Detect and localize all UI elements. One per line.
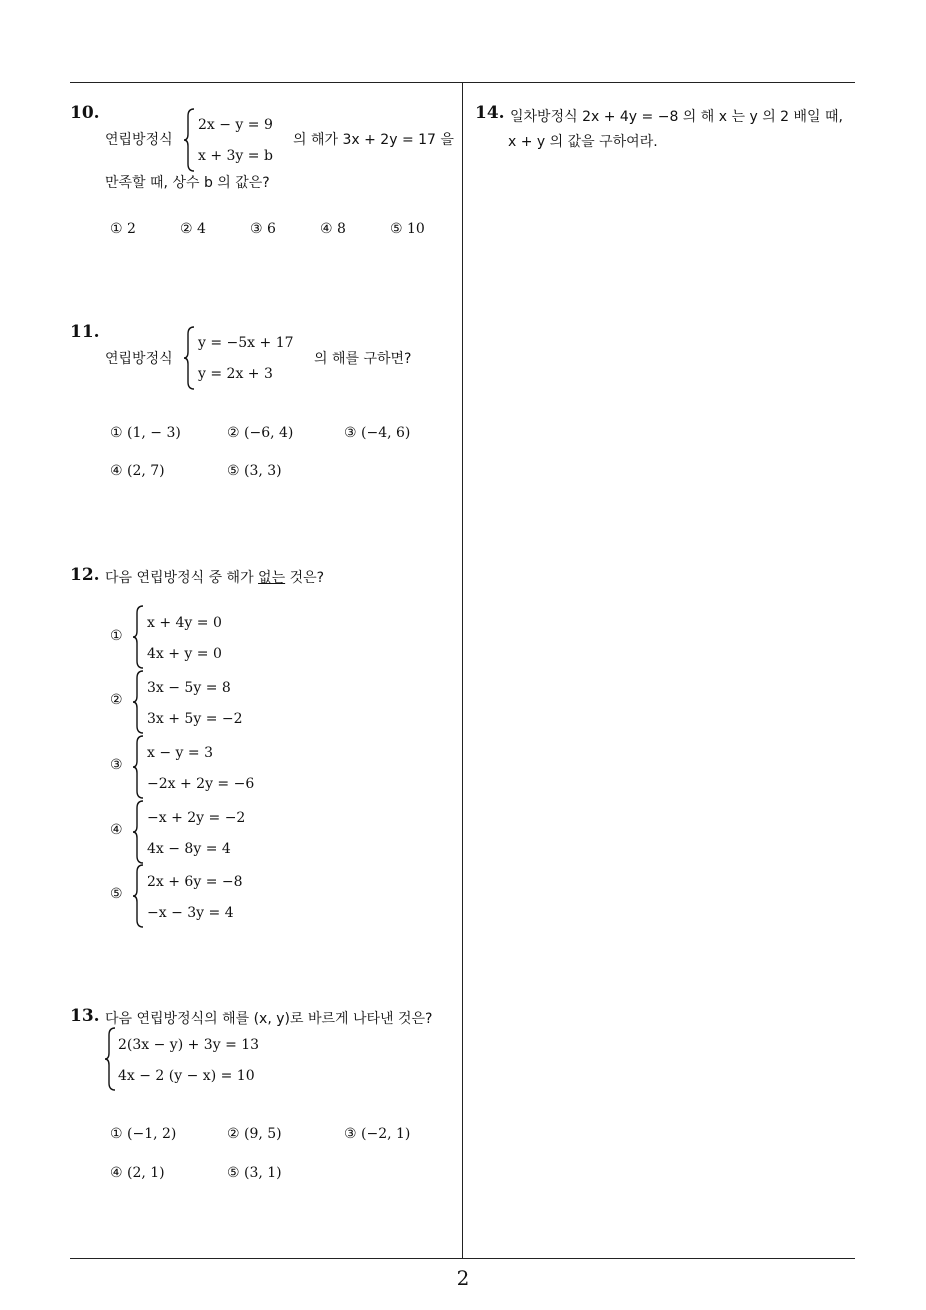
question-number: 13.	[70, 1006, 100, 1026]
question-prefix: 연립방정식	[105, 132, 173, 148]
question-number: 14.	[475, 103, 505, 123]
choice-3[interactable]: ③ (−4, 6)	[344, 425, 411, 441]
question-line-2: x + y 의 값을 구하여라.	[508, 134, 658, 150]
system-brace	[132, 605, 146, 669]
choice-5[interactable]: ⑤ 10	[390, 221, 425, 237]
choice-4[interactable]: ④ (2, 7)	[110, 463, 165, 479]
question-line-1: 일차방정식 2x + 4y = −8 의 해 x 는 y 의 2 배일 때,	[510, 109, 844, 125]
option-1-eq2: 4x + y = 0	[147, 646, 222, 662]
choice-5[interactable]: ⑤ (3, 3)	[227, 463, 282, 479]
choice-1[interactable]: ① 2	[110, 221, 136, 237]
question-text	[105, 567, 324, 587]
system-brace	[132, 800, 146, 864]
system-brace	[132, 670, 146, 734]
option-1-mark[interactable]: ①	[110, 628, 123, 644]
question-prefix: 연립방정식	[105, 351, 173, 367]
system-brace	[104, 1027, 118, 1091]
choice-2[interactable]: ② 4	[180, 221, 206, 237]
question-number: 10.	[70, 103, 100, 123]
question-text-after: 것은?	[289, 570, 325, 586]
question-number: 12.	[70, 565, 100, 585]
equation-2: 4x − 2 (y − x) = 10	[118, 1068, 255, 1084]
question-suffix: 의 해를 구하면?	[314, 351, 412, 367]
option-3-eq1: x − y = 3	[147, 745, 213, 761]
option-2-eq2: 3x + 5y = −2	[147, 711, 243, 727]
choice-2[interactable]: ② (9, 5)	[227, 1126, 282, 1142]
option-3-mark[interactable]: ③	[110, 757, 123, 773]
option-3-eq2: −2x + 2y = −6	[147, 776, 255, 792]
equation-2: y = 2x + 3	[198, 366, 273, 382]
equation-1: 2(3x − y) + 3y = 13	[118, 1037, 260, 1053]
choice-5[interactable]: ⑤ (3, 1)	[227, 1165, 282, 1181]
choice-2[interactable]: ② (−6, 4)	[227, 425, 294, 441]
system-brace	[183, 108, 197, 172]
option-5-mark[interactable]: ⑤	[110, 886, 123, 902]
equation-1: y = −5x + 17	[198, 335, 294, 351]
system-brace	[132, 864, 146, 928]
choice-3[interactable]: ③ (−2, 1)	[344, 1126, 411, 1142]
bottom-rule	[70, 1258, 855, 1259]
choice-1[interactable]: ① (−1, 2)	[110, 1126, 177, 1142]
option-2-eq1: 3x − 5y = 8	[147, 680, 231, 696]
question-text: 다음 연립방정식의 해를 (x, y)로 바르게 나타낸 것은?	[105, 1011, 433, 1027]
question-line-2: 만족할 때, 상수 b 의 값은?	[105, 175, 270, 191]
question-text-before: 다음 연립방정식 중 해가	[105, 570, 254, 586]
question-number: 11.	[70, 322, 100, 342]
choice-1[interactable]: ① (1, − 3)	[110, 425, 181, 441]
option-4-mark[interactable]: ④	[110, 822, 123, 838]
option-4-eq2: 4x − 8y = 4	[147, 841, 231, 857]
option-5-eq2: −x − 3y = 4	[147, 905, 234, 921]
choice-4[interactable]: ④ 8	[320, 221, 346, 237]
column-divider	[462, 83, 463, 1258]
option-1-eq1: x + 4y = 0	[147, 615, 222, 631]
choice-4[interactable]: ④ (2, 1)	[110, 1165, 165, 1181]
system-brace	[132, 735, 146, 799]
option-5-eq1: 2x + 6y = −8	[147, 874, 243, 890]
system-brace	[183, 326, 197, 390]
page-number: 2	[456, 1266, 470, 1290]
question-suffix: 의 해가 3x + 2y = 17 을	[293, 132, 454, 148]
option-2-mark[interactable]: ②	[110, 692, 123, 708]
equation-2: x + 3y = b	[198, 148, 273, 164]
question-text-underlined: 없는	[258, 570, 286, 586]
option-4-eq1: −x + 2y = −2	[147, 810, 246, 826]
equation-1: 2x − y = 9	[198, 117, 273, 133]
choice-3[interactable]: ③ 6	[250, 221, 276, 237]
